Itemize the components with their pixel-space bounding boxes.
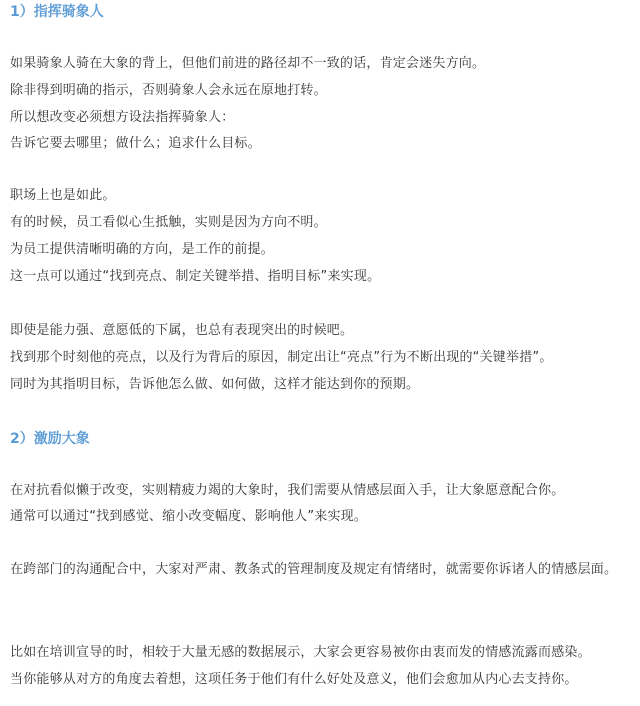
paragraph-line: 这一点可以通过“找到亮点、制定关键举措、指明目标”来实现。 xyxy=(10,269,381,284)
paragraph-line: 当你能够从对方的角度去着想，这项任务于他们有什么好处及意义，他们会愈加从内心去支持你。 xyxy=(10,672,578,687)
paragraph-line: 有的时候，员工看似心生抵触，实则是因为方向不明。 xyxy=(10,215,327,230)
paragraph-line: 通常可以通过“找到感觉、缩小改变幅度、影响他人”来实现。 xyxy=(10,509,368,524)
paragraph-line: 如果骑象人骑在大象的背上，但他们前进的路径却不一致的话，肯定会迷失方向。 xyxy=(10,56,486,71)
paragraph-line: 即使是能力强、意愿低的下属，也总有表现突出的时候吧。 xyxy=(10,323,354,338)
section-heading-2: 2）激励大象 xyxy=(10,431,90,447)
paragraph-line: 在对抗看似懒于改变，实则精疲力竭的大象时，我们需要从情感层面入手，让大象愿意配合你。 xyxy=(10,483,565,498)
paragraph-line: 找到那个时刻他的亮点，以及行为背后的原因，制定出让“亮点”行为不断出现的“关键举措”。 xyxy=(10,350,553,365)
paragraph-line: 比如在培训宣导的时，相较于大量无感的数据展示，大家会更容易被你由衷而发的情感流露而感染。 xyxy=(10,645,591,660)
paragraph-line: 所以想改变必须想方设法指挥骑象人： xyxy=(10,110,235,125)
paragraph-line: 在跨部门的沟通配合中，大家对严肃、教条式的管理制度及规定有情绪时，就需要你诉诸人的情感层面。 xyxy=(10,562,618,577)
section-heading-1: 1）指挥骑象人 xyxy=(10,4,104,20)
paragraph-line: 职场上也是如此。 xyxy=(10,188,116,203)
paragraph-line: 除非得到明确的指示，否则骑象人会永远在原地打转。 xyxy=(10,83,327,98)
paragraph-line: 告诉它要去哪里；做什么；追求什么目标。 xyxy=(10,136,261,151)
paragraph-line: 为员工提供清晰明确的方向，是工作的前提。 xyxy=(10,242,275,257)
paragraph-line: 同时为其指明目标，告诉他怎么做、如何做，这样才能达到你的预期。 xyxy=(10,377,420,392)
